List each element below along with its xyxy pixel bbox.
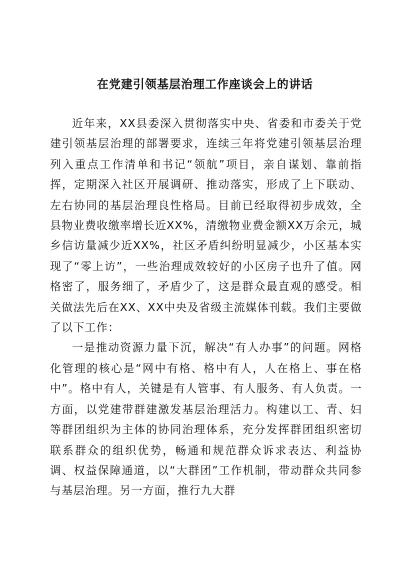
document-body — [50, 114, 362, 502]
document-title: 在党建引领基层治理工作座谈会上的讲话 — [97, 77, 313, 91]
paragraph-intro: 近年来，XX县委深入贯彻落实中央、省委和市委关于党建引领基层治理的部署要求，连续三年将党建引领基层治理列入重点工作清单和书记“领航”项目，亲自谋划、靠前指挥，定期深入社区开展调研、推动落实，形成了上下联动、左右协同的基层治理良性格局。目前已经取得初步成效，全县物业费收缴率增长近XX%，清缴物业费金额XX万余元，城乡信访量减少近XX%，社区矛盾纠纷明显减少，小区基本实现了“零上访”，一些治理成效较好的小区房子也升了值。网格密了，服务细了，矛盾少了，这是群众最直观的感受。相关做法先后在XX、XX中央及省级主流媒体刊载。我们主要做了以下工作： — [50, 117, 362, 335]
paragraph-resources: 一是推动资源力量下沉，解决“有人办事”的问题。网格化管理的核心是“网中有格、格中有人，人在格上、事在格中”。格中有人，关键是有人管事、有人服务、有人负责。一方面，以党建带群建激发基层治理活力。构建以工、青、妇等群团组织为主体的协同治理体系，充分发挥群团组织密切联系群众的组织优势，畅通和规范群众诉求表达、利益协调、权益保障通道，以“大群团”工作机制，带动群众共同参与基层治理。另一方面，推行九大群 — [50, 341, 362, 498]
